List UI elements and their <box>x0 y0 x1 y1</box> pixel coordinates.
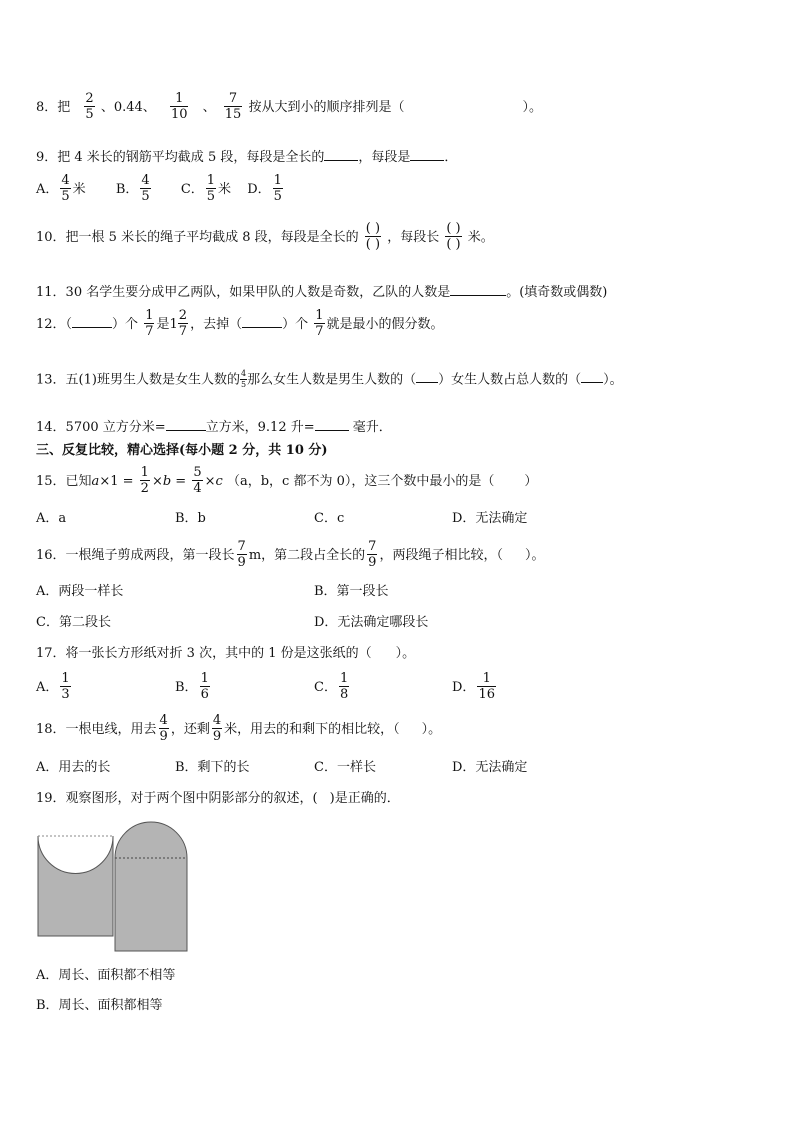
shaded-rectangle-with-semicircle-cutout <box>38 836 113 936</box>
option-d[interactable]: D． $\frac{1}{5}$ <box>247 173 282 205</box>
question-11: 11．30 名学生要分成甲乙两队，如果甲队的人数是奇数，乙队的人数是 。(填奇数或偶数) <box>36 285 608 300</box>
option-c[interactable]: C． $\frac{1}{5}$ 米 <box>180 173 232 205</box>
question-9-options <box>36 174 285 205</box>
option-d[interactable]: D． $\frac{1}{16}$ <box>452 671 495 703</box>
option-c[interactable]: C． $\frac{1}{8}$ <box>314 671 349 703</box>
answer-fraction[interactable]: $\frac{( )}{( )}$ <box>365 221 381 253</box>
option-d[interactable]: D．无法确定 <box>452 511 528 526</box>
option-a[interactable]: A．a <box>36 511 67 526</box>
question-16: 16．一根绳子剪成两段，第一段长 $\frac{7}{9}$ m，第二段占全长的 $\frac{7}{9}$ ，两段绳子相比较，（ ）。 <box>36 539 545 571</box>
fraction: $\frac{7}{15}$ <box>224 91 242 123</box>
option-b[interactable]: B．第一段长 <box>314 584 389 599</box>
question-12: 12．（ ）个 $\frac{1}{7}$ 是1 $\frac{2}{7}$ ，去掉（ ）个 $\frac{1}{7}$ 就是最小的假分数。 <box>36 308 444 340</box>
fraction: $\frac{2}{5}$ <box>85 91 94 123</box>
option-c[interactable]: C．第二段长 <box>36 615 111 630</box>
option-b[interactable]: B．周长、面积都相等 <box>36 998 163 1013</box>
option-b[interactable]: B．b <box>175 511 206 526</box>
question-15: 15．已知a×1 = $\frac{1}{2}$ ×b = $\frac{5}{4}$ ×c （a，b，c 都不为 0），这三个数中最小的是（ ） <box>36 465 538 497</box>
option-d[interactable]: D．无法确定 <box>452 760 528 775</box>
question-18: 18．一根电线，用去 $\frac{4}{9}$ ，还剩 $\frac{4}{9}$ 米，用去的和剩下的相比较，（ ）。 <box>36 713 442 745</box>
option-b[interactable]: B．剩下的长 <box>175 760 250 775</box>
question-8: 8．把 $\frac{2}{5}$ 、0.44、 $\frac{1}{10}$ 、 $\frac{7}{15}$ 按从大到小的顺序排列是（ ）。 <box>36 91 542 123</box>
option-b[interactable]: B． $\frac{4}{5}$ <box>115 173 150 205</box>
answer-blank[interactable] <box>166 418 206 431</box>
answer-fraction[interactable]: $\frac{( )}{( )}$ <box>446 221 461 253</box>
question-19: 19．观察图形，对于两个图中阴影部分的叙述，( )是正确的． <box>36 791 400 806</box>
shaded-rectangle-with-semicircle-cap <box>115 822 187 951</box>
answer-blank[interactable] <box>72 315 112 328</box>
question-9: 9．把 4 米长的钢筋平均截成 5 段，每段是全长的 ，每段是 ． <box>36 150 458 165</box>
answer-blank[interactable] <box>410 148 444 161</box>
answer-blank[interactable] <box>315 418 349 431</box>
option-d[interactable]: D．无法确定哪段长 <box>314 615 429 630</box>
fraction: $\frac{1}{10}$ <box>170 91 188 123</box>
answer-blank[interactable] <box>416 370 438 383</box>
question-13: 13．五(1)班男生人数是女生人数的 $\frac{4}{5}$ 那么女生人数是男生人数的（ ）女生人数占总人数的（ ）。 <box>36 369 623 389</box>
question-14: 14．5700 立方分米= 立方米，9.12 升= 毫升． <box>36 420 392 435</box>
question-17: 17．将一张长方形纸对折 3 次，其中的 1 份是这张纸的（ ）。 <box>36 646 416 661</box>
option-a[interactable]: A． $\frac{4}{5}$ 米 <box>36 173 86 205</box>
shaded-figures <box>36 820 190 954</box>
option-b[interactable]: B． $\frac{1}{6}$ <box>175 671 209 703</box>
answer-blank[interactable] <box>581 370 603 383</box>
answer-blank[interactable] <box>242 315 282 328</box>
answer-blank[interactable] <box>450 283 506 296</box>
option-c[interactable]: C．c <box>314 511 345 526</box>
question-10: 10．把一根 5 米长的绳子平均截成 8 段，每段是全长的 $\frac{( )}{( )}$ ，每段长 $\frac{( )}{( )}$ 米。 <box>36 221 494 253</box>
option-a[interactable]: A．用去的长 <box>36 760 111 775</box>
option-a[interactable]: A．两段一样长 <box>36 584 124 599</box>
section-heading: 三、反复比较，精心选择(每小题 2 分，共 10 分) <box>36 443 328 458</box>
option-c[interactable]: C．一样长 <box>314 760 376 775</box>
option-a[interactable]: A． $\frac{1}{3}$ <box>36 671 70 703</box>
option-a[interactable]: A．周长、面积都不相等 <box>36 968 176 983</box>
answer-blank[interactable] <box>324 148 358 161</box>
